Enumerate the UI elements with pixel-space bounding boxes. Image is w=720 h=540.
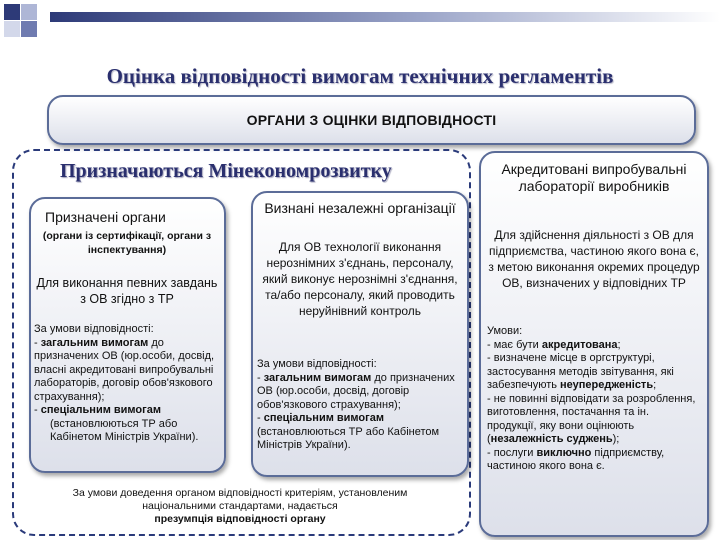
col1-general-requirement: - загальним вимогам до призначених ОВ (юр.особи, досвід, власні акредитовані випробувальні лабораторів, договір обов'язкового страхування); (34, 336, 215, 403)
col1-conditions-label: За умови відповідності: (34, 323, 154, 335)
footer-text: За умови доведення органом відповідності критеріям, установленим національними стандартами, надається (72, 487, 408, 512)
header-label: ОРГАНИ З ОЦІНКИ ВІДПОВІДНОСТІ (246, 112, 497, 128)
col1-general-bold: загальним вимогам (40, 336, 149, 349)
col1-subheading: (органи із сертифікації, органи з інспектування) (42, 230, 212, 256)
col2-purpose: Для ОВ технології виконання нерознімних з'єднань, персоналу, який виконує нерознімні з'єднання, та/або персоналу, який проводить неруйнівний контроль (262, 240, 458, 318)
col2-general-requirement: - загальним вимогам до призначених ОВ (юр.особи, досвід, договір обов'язкового страхування); (257, 371, 455, 411)
col2-special-requirement: - спеціальним вимогам (встановлюються ТР або Кабінетом Міністрів України). (257, 412, 440, 451)
decorative-header-bar (0, 0, 720, 40)
col3-condition-independence: - не повинні відповідати за розроблення, виготовлення, постачання та ін. продукції, яку вони оцінюють (незалежність суджень); (487, 392, 696, 445)
designated-bodies-box (29, 197, 226, 473)
col2-general-bold: загальним вимогам (263, 371, 372, 384)
col1-special-detail: (встановлюються ТР або Кабінетом Міністрів України). (50, 417, 199, 443)
footer-bold: презумпція відповідності органу (154, 513, 326, 525)
col3-condition-accredited: - має бути акредитована; (487, 338, 621, 351)
header-box (47, 95, 696, 145)
col1-purpose: Для виконання певних завдань з ОВ згідно з ТР (36, 276, 218, 306)
col2-special-bold: спеціальним вимогам (263, 412, 384, 424)
accredited-labs-box (479, 151, 709, 537)
col3-conditions (487, 325, 701, 474)
col1-conditions (34, 323, 220, 445)
recognized-organizations-box (251, 191, 469, 477)
ministry-group-title: Призначаються Мінекономрозвитку (60, 160, 392, 182)
page-title: Оцінка відповідності вимогам технічних регламентів (106, 64, 614, 88)
col1-special-requirement: - спеціальним вимогам (34, 404, 161, 416)
col2-heading: Визнані незалежні організації (264, 200, 456, 216)
col1-heading: Призначені органи (45, 209, 166, 225)
col2-conditions-label: За умови відповідності: (257, 358, 377, 370)
col2-conditions (257, 358, 463, 453)
col3-purpose: Для здійснення діяльності з ОВ для підприємства, частиною якого вона є, з метою виконання окремих процедур ОВ, визначених у відповідних ТР (488, 228, 700, 290)
col3-condition-exclusive: - послуги виключно підприємству, частиною якого вона є. (487, 446, 665, 472)
col1-special-bold: спеціальним вимогам (40, 404, 161, 416)
col3-condition-impartiality: - визначене місце в оргструктурі, застосування методів звітування, які забезпечують неупередженість; (487, 352, 674, 391)
col3-heading: Акредитовані випробувальні лабораторії виробників (501, 161, 687, 194)
footer-note (40, 487, 440, 526)
col3-conditions-label: Умови: (487, 325, 523, 337)
